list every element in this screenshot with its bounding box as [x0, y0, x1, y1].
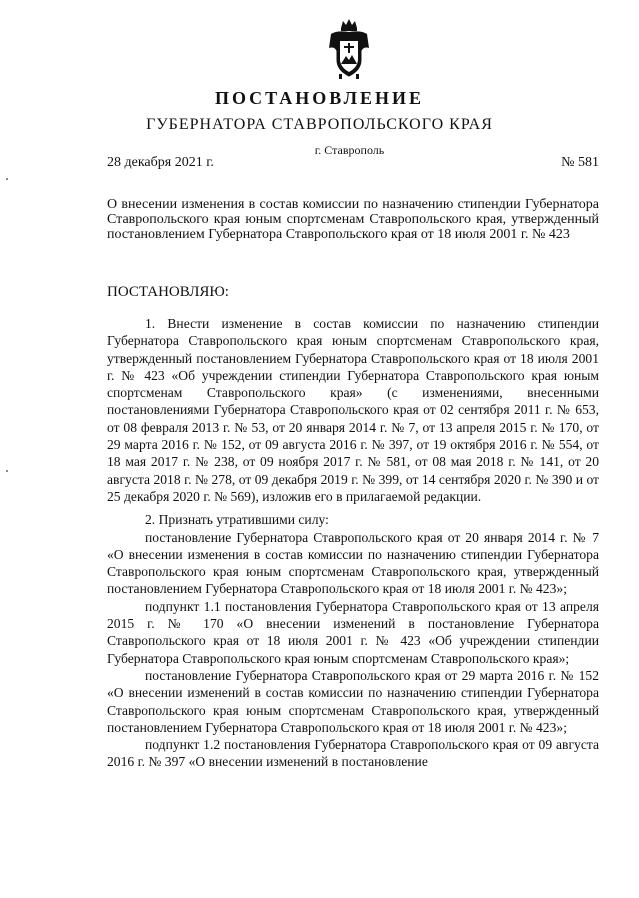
scan-speck: [6, 178, 8, 180]
paragraph-4: подпункт 1.1 постановления Губернатора Ставропольского края от 13 апреля 2015 г. № 170 «О внесении изменений в постановление Губернатора Ставропольского края от 18 июля 2001 г. № 423 «Об учреждении стипендии Губернатора Ставропольского края юным спортсменам Ставропольского края»;: [107, 598, 599, 666]
paragraph-1: 1. Внести изменение в состав комиссии по назначению стипендии Губернатора Ставропольского края юным спортсменам Ставропольского края, утвержденный постановлением Губернатора Ставропольского края от 18 июля 2001 г. № 423 «Об учреждении стипендии Губернатора Ставропольского края юным спортсменам Ставропольского края» (с изменениями, внесенными постановлениями Губернатора Ставропольского края от 02 сентября 2011 г. № 653, от 08 февраля 2013 г. № 53, от 20 января 2014 г. № 7, от 13 апреля 2015 г. № 170, от 29 марта 2016 г. № 152, от 09 августа 2016 г. № 397, от 19 октября 2016 г. № 554, от 18 мая 2017 г. № 238, от 09 ноября 2017 г. № 581, от 08 мая 2018 г. № 141, от 20 августа 2018 г. № 278, от 09 декабря 2019 г. № 399, от 14 сентября 2020 г. № 390 и от 25 декабря 2020 г. № 569), изложив его в прилагаемой редакции.: [107, 316, 599, 504]
paragraph-2: 2. Признать утратившими силу:: [145, 512, 329, 528]
paragraph-6: подпункт 1.2 постановления Губернатора Ставропольского края от 09 августа 2016 г. № 397 «О внесении изменений в постановление: [107, 737, 599, 770]
document-body: [107, 315, 599, 771]
document-caption: О внесении изменения в состав комиссии по назначению стипендии Губернатора Ставропольского края юным спортсменам Ставропольского края, утвержденный постановлением Губернатора Ставропольского края от 18 июля 2001 г. № 423: [107, 197, 599, 242]
document-number: № 581: [561, 155, 599, 170]
document-date: 28 декабря 2021 г.: [107, 155, 214, 170]
city-label: г. Ставрополь: [314, 143, 385, 157]
issuer-title: ГУБЕРНАТОРА СТАВРОПОЛЬСКОГО КРАЯ: [146, 116, 493, 133]
paragraph-3: постановление Губернатора Ставропольского края от 20 января 2014 г. № 7 «О внесении изменения в состав комиссии по назначению стипендии Губернатора Ставропольского края юным спортсменам Ставропольского края, утвержденный постановлением Губернатора Ставропольского края от 18 июля 2001 г. № 423»;: [107, 529, 599, 597]
decree-word: ПОСТАНОВЛЯЮ:: [107, 284, 229, 300]
paragraph-5: постановление Губернатора Ставропольского края от 29 марта 2016 г. № 152 «О внесении изменений в состав комиссии по назначению стипендии Губернатора Ставропольского края юным спортсменам Ставропольского края, утвержденный постановлением Губернатора Ставропольского края от 18 июля 2001 г. № 423»;: [107, 667, 599, 735]
document-title: ПОСТАНОВЛЕНИЕ: [214, 88, 425, 108]
coat-of-arms-emblem: [327, 18, 371, 80]
scan-speck: [6, 470, 8, 472]
